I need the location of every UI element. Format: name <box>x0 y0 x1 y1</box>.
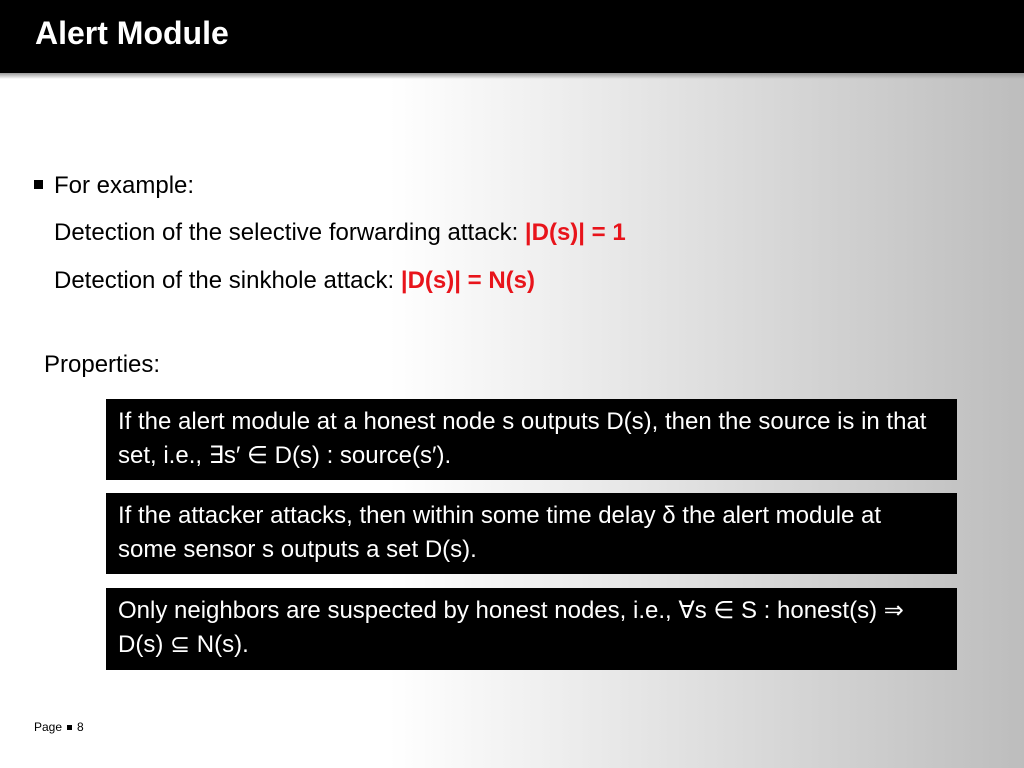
slide-title: Alert Module <box>35 15 229 51</box>
square-bullet-icon <box>34 180 43 189</box>
property-box-delay <box>106 493 957 574</box>
example-formula: |D(s)| = 1 <box>524 219 626 246</box>
example-text: Detection of the sinkhole attack: <box>54 267 401 294</box>
property-box-source <box>106 399 957 480</box>
title-bar-shadow <box>0 73 1024 79</box>
properties-heading: Properties: <box>44 351 161 378</box>
bullet-item <box>34 172 194 200</box>
example-line-sinkhole <box>54 267 535 295</box>
example-text: Detection of the selective forwarding attack: <box>54 219 525 246</box>
property-text: If the alert module at a honest node s outputs D(s), then the source is in that set, i.e., ∃s′ ∈ D(s) : source(s′). <box>118 408 927 469</box>
property-text: If the attacker attacks, then within some time delay δ the alert module at some sensor s outputs a set D(s). <box>118 502 882 563</box>
bullet-text: For example: <box>54 172 195 199</box>
page-number: 8 <box>77 720 84 734</box>
example-line-selective-forwarding <box>54 219 626 247</box>
example-formula: |D(s)| = N(s) <box>400 267 535 294</box>
title-bar <box>0 0 1024 73</box>
page-label: Page <box>34 720 63 734</box>
property-box-neighbors <box>106 588 957 670</box>
property-text: Only neighbors are suspected by honest nodes, i.e., ∀s ∈ S : honest(s) ⇒ D(s) ⊆ N(s). <box>118 597 904 658</box>
page-footer <box>34 720 84 734</box>
square-separator-icon <box>67 725 72 730</box>
